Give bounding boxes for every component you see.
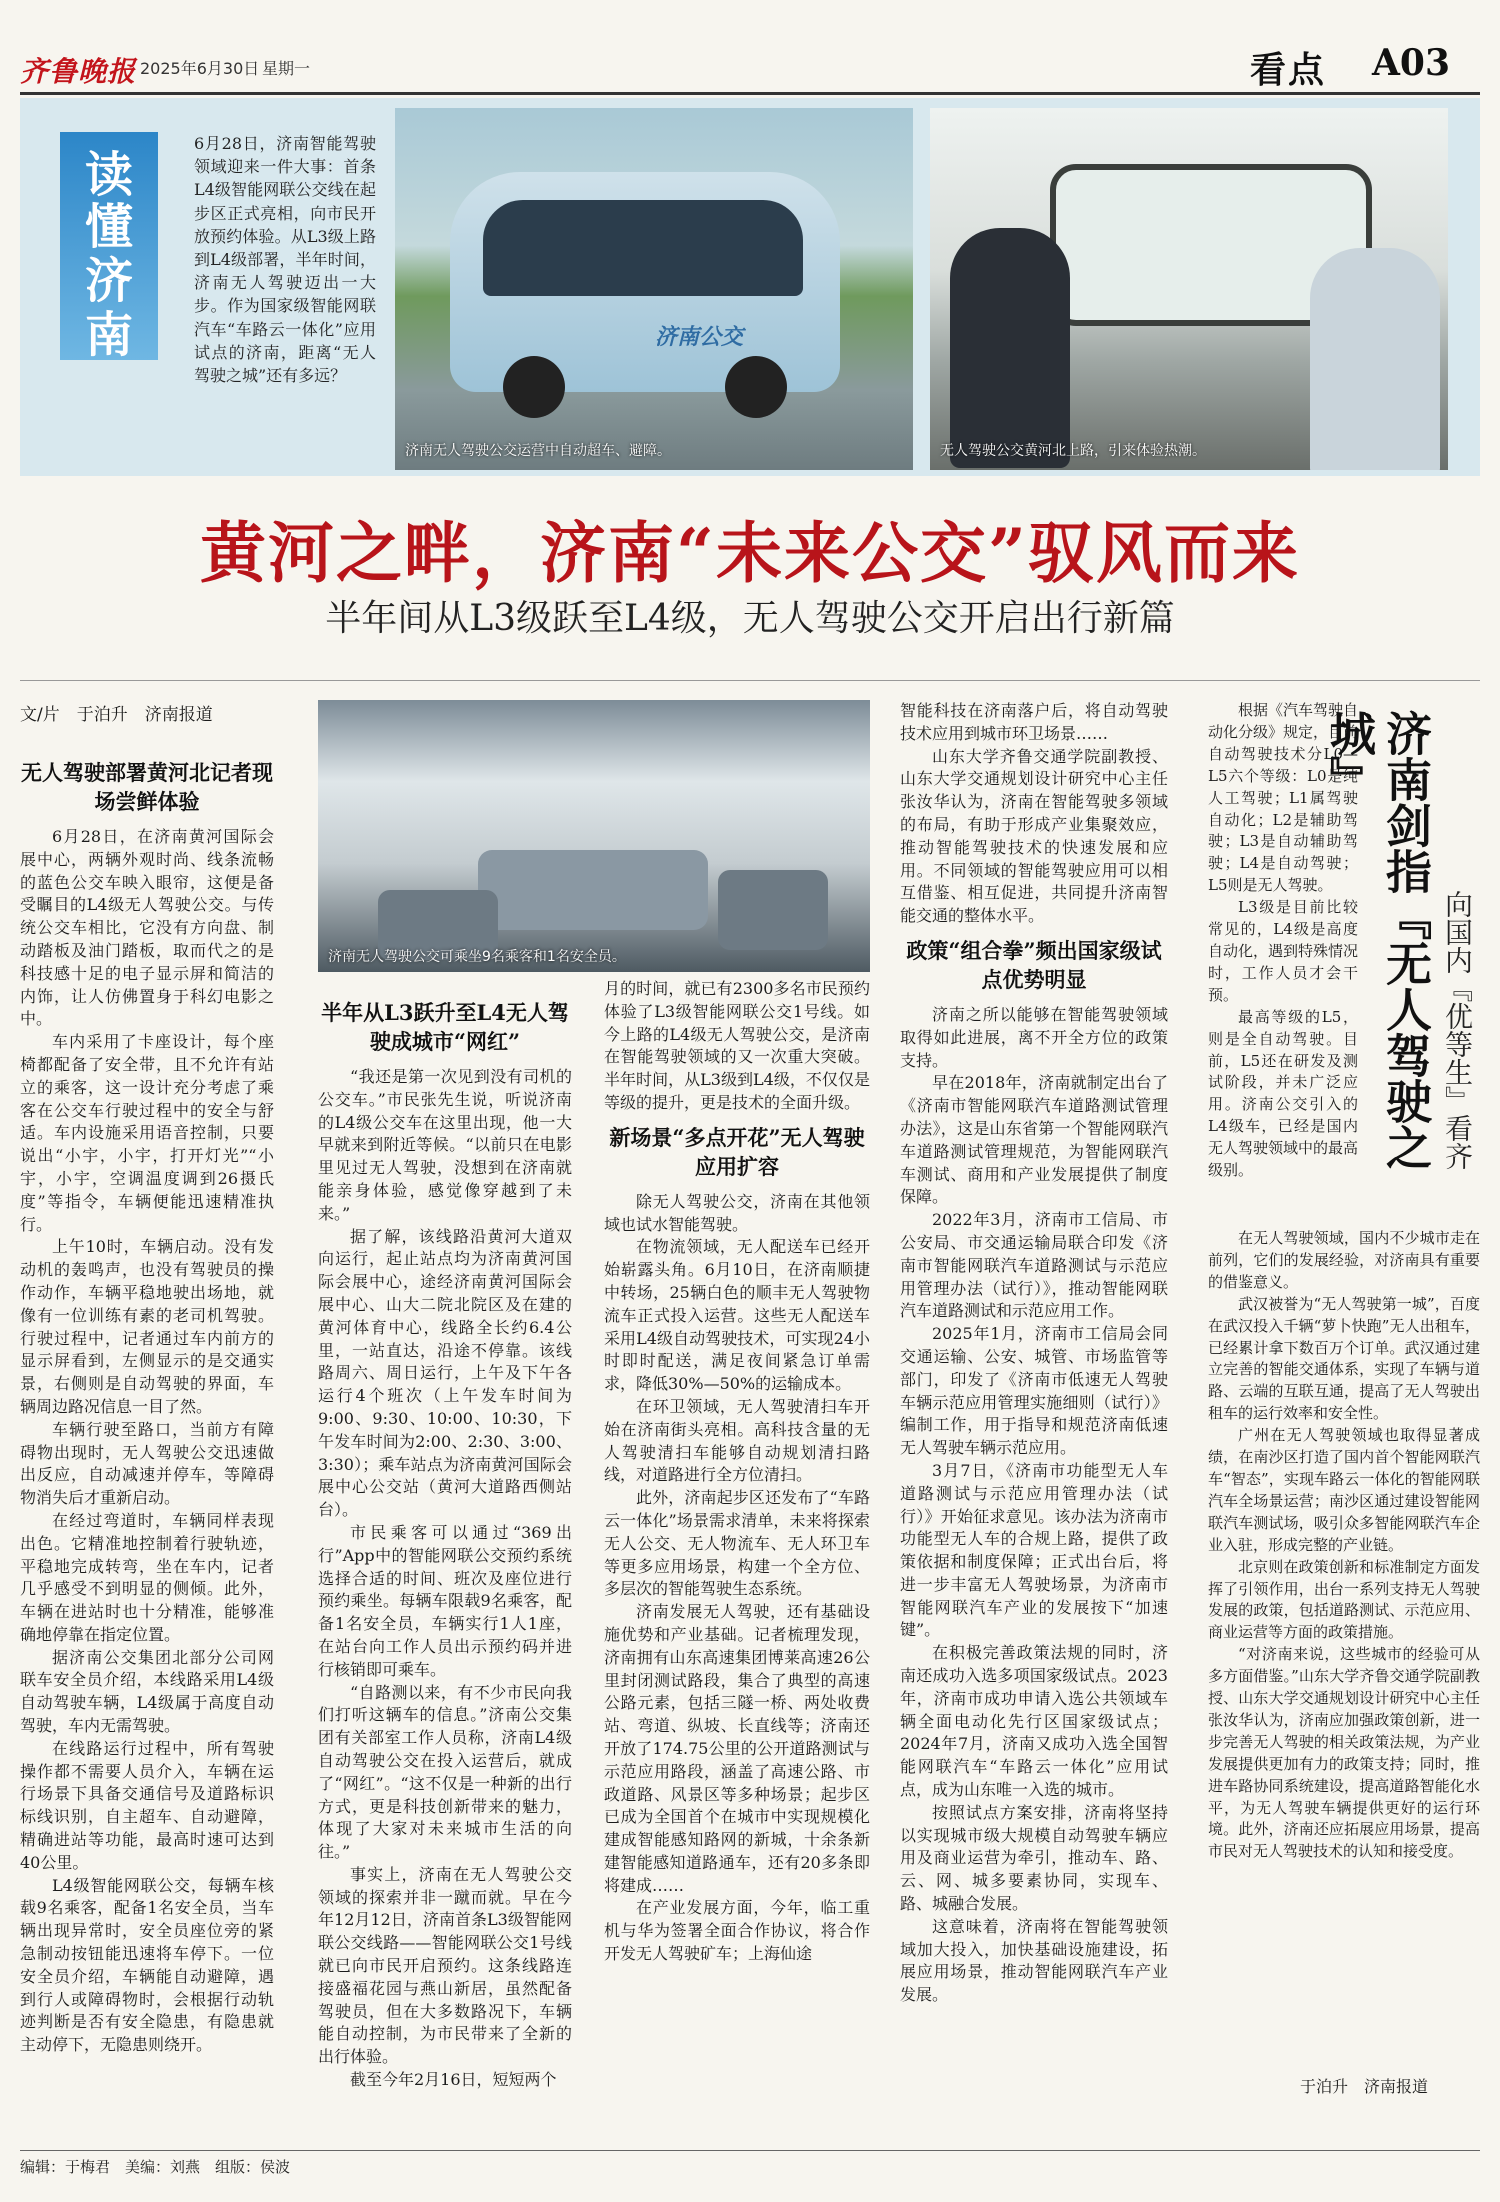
photo-caption: 济南无人驾驶公交运营中自动超车、避障。 — [405, 443, 671, 459]
sidebar-signature: 于泊升 济南报道 — [1300, 2077, 1429, 2096]
bus-window — [483, 200, 803, 296]
paragraph: 在产业发展方面，今年，临工重机与华为签署全面合作协议，将合作开发无人驾驶矿车；上海仙途 — [604, 1898, 870, 1964]
paragraph: 据了解，该线路沿黄河大道双向运行，起止站点均为济南黄河国际会展中心，途经济南黄河国际会展中心、山大二院北院区及在建的黄河体育中心，线路全长约6.4公里，一站直达，沿途不停靠。该线路周六、周日运行，上午及下午各运行4个班次（上午发车时间为9:00、9:30、10:00、10:30，下午发车时间为2:00、2:30、3:00、3:30）；乘车站点为济南黄河国际会展中心公交站（黄河大道路西侧站台）。 — [318, 1226, 572, 1520]
person-figure — [1310, 248, 1440, 470]
intro-lead: 6月28日，济南智能驾驶领域迎来一件大事：首条L4级智能网联公交线在起步区正式亮相，向市民开放预约体验。从L3级上路到L4级部署，半年时间，济南无人驾驶迈出一大步。作为国家级智能网联汽车“车路云一体化”应用试点的济南，距离“无人驾驶之城”还有多远？ — [194, 134, 376, 386]
paragraph: 最高等级的L5，则是全自动驾驶。目前，L5还在研发及测试阶段，并未广泛应用。济南公交引入的L4级车，已经是国内无人驾驶领域中的最高级别。 — [1208, 1007, 1359, 1180]
column-brand — [60, 132, 158, 363]
bus-wheel — [503, 356, 565, 418]
footer-divider — [20, 2150, 1480, 2151]
paragraph: 2022年3月，济南市工信局、市公安局、市交通运输局联合印发《济南市智能网联汽车道路测试与示范应用管理办法（试行）》，推动智能网联汽车道路测试和示范应用工作。 — [900, 1210, 1168, 1321]
paragraph: 上午10时，车辆启动。没有发动机的轰鸣声，也没有驾驶员的操作动作，车辆平稳地驶出场地，就像有一位训练有素的老司机驾驶。行驶过程中，记者通过车内前方的显示屏看到，左侧显示的是交通实景，右侧则是自动驾驶的界面，车辆周边路况信息一目了然。 — [20, 1237, 274, 1416]
paragraph: 车辆行驶至路口，当前方有障碍物出现时，无人驾驶公交迅速做出反应，自动减速并停车，等障碍物消失后才重新启动。 — [20, 1419, 274, 1508]
paragraph: 智能科技在济南落户后，将自动驾驶技术应用到城市环卫场景…… — [900, 701, 1168, 743]
page-number: A03 — [1372, 42, 1451, 84]
paragraph: 武汉被誉为“无人驾驶第一城”，百度在武汉投入千辆“萝卜快跑”无人出租车，已经累计拿下数百万个订单。武汉通过建立完善的智能交通体系，实现了车辆与道路、云端的互联互通，提高了无人驾驶出租车的运行效率和安全性。 — [1208, 1294, 1480, 1423]
paragraph: 广州在无人驾驶领域也取得显著成绩，在南沙区打造了国内首个智能网联汽车“智态”，实现车路云一体化的智能网联汽车全场景运营；南沙区通过建设智能网联汽车测试场，吸引众多智能网联汽车企业入驻，形成完整的产业链。 — [1208, 1426, 1480, 1554]
bus-interior-photo — [318, 700, 870, 972]
brand-char: 济 — [84, 253, 133, 309]
section-name: 看点 — [1250, 49, 1327, 91]
brand-char: 读 — [84, 147, 133, 203]
paragraph: 3月7日，《济南市功能型无人车道路测试与示范应用管理办法（试行）》开始征求意见。该办法为济南市功能型无人车的合规上路，提供了政策依据和制度保障；正式出台后，将进一步丰富无人驾驶场景，为济南市智能网联汽车产业的发展按下“加速键”。 — [900, 1460, 1168, 1640]
paragraph: 事实上，济南在无人驾驶公交领域的探索并非一蹴而就。早在今年12月12日，济南首条L3级智能网联公交线路——智能网联公交1号线就已向市民开启预约。这条线路连接盛福花园与燕山新居，虽然配备驾驶员，但在大多数路况下，车辆能自动控制，为市民带来了全新的出行体验。 — [318, 1864, 572, 2067]
passenger-photo — [930, 108, 1448, 470]
paragraph: 截至今年2月16日，短短两个 — [350, 2070, 557, 2090]
paragraph: 除无人驾驶公交，济南在其他领域也试水智能驾驶。 — [604, 1191, 870, 1234]
sidebar-title: 济南剑指『无人驾驶之城』 — [1323, 710, 1433, 1170]
issue-date: 2025年6月30日 — [140, 59, 260, 78]
paragraph: L3级是目前比较常见的，L4级是高度自动化，遇到特殊情况时，工作人员才会干预。 — [1208, 898, 1359, 1004]
paragraph: 济南发展无人驾驶，还有基础设施优势和产业基础。记者梳理发现，济南拥有山东高速集团博莱高速26公里封闭测试路段，集合了典型的高速公路元素，包括三隧一桥、两处收费站、弯道、纵坡、长直线等；济南还开放了174.75公里的公开道路测试与示范应用路段，涵盖了高速公路、市政道路、风景区等多种场景；起步区已成为全国首个在城市中实现规模化建成智能感知路网的新城，十余条新建智能感知道路通车，还有20多条即将建成…… — [604, 1602, 870, 1895]
paragraph: 市民乘客可以通过“369出行”App中的智能网联公交预约系统选择合适的时间、班次及座位进行预约乘坐。每辆车限载9名乘客，配备1名安全员，车辆实行1人1座，在站台向工作人员出示预约码并进行核销即可乘车。 — [318, 1522, 572, 1679]
photo-caption: 济南无人驾驶公交可乘坐9名乘客和1名安全员。 — [328, 949, 626, 965]
paragraph: 此外，济南起步区还发布了“车路云一体化”场景需求清单，未来将探索无人公交、无人物流车、无人环卫车等更多应用场景，构建一个全方位、多层次的智能驾驶生态系统。 — [604, 1488, 870, 1599]
section-heading: 新场景“多点开花”无人驾驶应用扩容 — [609, 1124, 865, 1179]
paragraph: 北京则在政策创新和标准制定方面发挥了引领作用，出台一系列支持无人驾驶发展的政策，包括道路测试、示范应用、商业运营等方面的政策措施。 — [1208, 1557, 1480, 1642]
paragraph: 在物流领域，无人配送车已经开始崭露头角。6月10日，在济南顺捷中转场，25辆白色的顺丰无人驾驶物流车正式投入运营。这些无人配送车采用L4级自动驾驶技术，可实现24小时即时配送，满足夜间紧急订单需求，降低30%—50%的运输成本。 — [604, 1237, 870, 1394]
article-column-3 — [604, 978, 870, 1966]
headline-divider — [20, 680, 1480, 681]
brand-char: 懂 — [84, 199, 133, 255]
seat-shape — [718, 870, 828, 950]
paragraph: 按照试点方案安排，济南将坚持以实现城市级大规模自动驾驶车辆应用及商业运营为牵引，推动车、路、云、网、城多要素协同，实现车、路、城融合发展。 — [900, 1802, 1168, 1914]
main-headline: 黄河之畔，济南“未来公交”驭风而来 — [200, 514, 1300, 592]
byline: 文/片 于泊升 济南报道 — [20, 705, 213, 725]
paragraph: 在环卫领域，无人驾驶清扫车开始在济南街头亮相。高科技含量的无人驾驶清扫车能够自动规划清扫路线，对道路进行全方位清扫。 — [604, 1396, 870, 1485]
sub-headline: 半年间从L3级跃至L4级，无人驾驶公交开启出行新篇 — [325, 598, 1175, 639]
paragraph: 据济南公交集团北部分公司网联车安全员介绍，本线路采用L4级自动驾驶车辆，L4级属于高度自动驾驶，车内无需驾驶。 — [20, 1647, 274, 1736]
section-heading: 政策“组合拳”频出国家级试点优势明显 — [906, 937, 1162, 992]
brand-char: 南 — [84, 307, 133, 363]
seat-shape — [478, 850, 708, 930]
paragraph: 这意味着，济南将在智能驾驶领域加大投入，加快基础设施建设，拓展应用场景，推动智能网联汽车产业发展。 — [900, 1916, 1168, 2005]
sidebar-column-bottom — [1208, 1228, 1480, 1863]
issue-weekday: 星期一 — [262, 59, 311, 78]
bus-livery-text: 济南公交 — [655, 324, 744, 350]
paragraph: “对济南来说，这些城市的经验可从多方面借鉴。”山东大学齐鲁交通学院副教授、山东大学交通规划设计研究中心主任张汝华认为，济南应加强政策创新，进一步完善无人驾驶的相关政策法规，为产业发展提供更加有力的政策支持；同时，推进车路协同系统建设，提高道路智能化水平，为无人驾驶车辆提供更好的运行环境。此外，济南还应拓展应用场景，提高市民对无人驾驶技术的认知和接受度。 — [1208, 1645, 1480, 1861]
paragraph: 2025年1月，济南市工信局会同交通运输、公安、城管、市场监管等部门，印发了《济南市低速无人驾驶车辆示范应用管理实施细则（试行）》编制工作，用于指导和规范济南低速无人驾驶车辆示范应用。 — [900, 1324, 1168, 1458]
paragraph: 山东大学齐鲁交通学院副教授、山东大学交通规划设计研究中心主任张汝华认为，济南在智能驾驶多领域的布局，有助于形成产业集聚效应，推动智能驾驶技术的快速发展和应用。不同领域的智能驾驶应用可以相互借鉴、相互促进，共同提升济南智能交通的整体水平。 — [900, 746, 1168, 926]
paragraph: 济南之所以能够在智能驾驶领域取得如此进展，离不开全方位的政策支持。 — [900, 1004, 1168, 1070]
bus-wheel — [725, 356, 787, 418]
paragraph: L4级智能网联公交，每辆车核载9名乘客，配备1名安全员，当车辆出现异常时，安全员座位旁的紧急制动按钮能迅速将车停下。一位安全员介绍，车辆能自动避障，遇到行人或障碍物时，会根据行动轨迹判断是否有安全隐患，有隐患就主动停下，无隐患则绕开。 — [20, 1875, 274, 2055]
paragraph: 车内采用了卡座设计，每个座椅都配备了安全带，且不允许有站立的乘客，这一设计充分考虑了乘客在公交车行驶过程中的安全与舒适。车内设施采用语音控制，只要说出“小宇，小宇，打开灯光”“小宇，小宇，空调温度调到26摄氏度”等指令，车辆便能迅速精准执行。 — [20, 1032, 274, 1234]
paragraph: 月的时间，就已有2300多名市民预约体验了L3级智能网联公交1号线。如今上路的L4级无人驾驶公交，是济南在智能驾驶领域的又一次重大突破。半年时间，从L3级到L4级，不仅仅是等级的提升，更是技术的全面升级。 — [604, 979, 870, 1112]
article-column-1 — [20, 750, 274, 2057]
paragraph: 在无人驾驶领域，国内不少城市走在前列，它们的发展经验，对济南具有重要的借鉴意义。 — [1208, 1229, 1480, 1291]
sidebar-title-block — [1323, 700, 1480, 1220]
person-figure — [950, 228, 1070, 468]
paragraph: “我还是第一次见到没有司机的公交车。”市民张先生说，听说济南的L4级公交车在这里出现，他一大早就来到附近等候。“以前只在电影里见过无人驾驶，没想到在济南就能亲身体验，感觉像穿越到了未来。” — [318, 1067, 572, 1223]
article-column-4 — [900, 700, 1168, 2007]
paragraph: 在经过弯道时，车辆同样表现出色。它精准地控制着行驶轨迹，平稳地完成转弯，坐在车内，记者几乎感受不到明显的侧倾。此外，车辆在进站时也十分精准，能够准确地停靠在指定位置。 — [20, 1510, 274, 1644]
newspaper-logo: 齐鲁晚报 — [20, 55, 137, 88]
paragraph: “自路测以来，有不少市民向我们打听这辆车的信息。”济南公交集团有关部室工作人员称，济南L4级自动驾驶公交在投入运营后，就成了“网红”。“这不仅是一种新的出行方式，更是科技创新带来的魅力，体现了大家对未来城市生活的向往。” — [318, 1682, 572, 1862]
editor-credits: 编辑：于梅君 美编：刘燕 组版：侯波 — [20, 2158, 291, 2176]
paragraph: 在积极完善政策法规的同时，济南还成功入选多项国家级试点。2023年，济南市成功申请入选公共领域车辆全面电动化先行区国家级试点；2024年7月，济南又成功入选全国智能网联汽车“车路云一体化”应用试点，成为山东唯一入选的城市。 — [900, 1643, 1168, 1800]
paragraph: 根据《汽车驾驶自动化分级》规定，目前自动驾驶技术分L0—L5六个等级：L0是纯人工驾驶；L1属驾驶自动化；L2是辅助驾驶；L3是自动辅助驾驶；L4是自动驾驶；L5则是无人驾驶。 — [1208, 701, 1359, 895]
header-divider — [20, 92, 1480, 95]
paragraph: 早在2018年，济南就制定出台了《济南市智能网联汽车道路测试管理办法》，这是山东省第一个智能网联汽车道路测试管理规范，为智能网联汽车测试、商用和产业发展提供了制度保障。 — [900, 1073, 1168, 1207]
paragraph: 6月28日，在济南黄河国际会展中心，两辆外观时尚、线条流畅的蓝色公交车映入眼帘，这便是备受瞩目的L4级无人驾驶公交。与传统公交车相比，它没有方向盘、制动踏板及油门踏板，取而代之的是科技感十足的电子显示屏和简洁的内饰，让人仿佛置身于科幻电影之中。 — [20, 827, 274, 1029]
photo-caption: 无人驾驶公交黄河北上路，引来体验热潮。 — [940, 443, 1206, 459]
paragraph: 在线路运行过程中，所有驾驶操作都不需要人员介入，车辆在运行场景下具备交通信号及道路标识标线识别，自主超车、自动避障，精确进站等功能，最高时速可达到40公里。 — [20, 1738, 274, 1872]
section-heading: 无人驾驶部署黄河北记者现场尝鲜体验 — [21, 760, 273, 814]
article-column-2 — [318, 990, 572, 2092]
bus-photo — [395, 108, 913, 470]
section-heading: 半年从L3跃升至L4无人驾驶成城市“网红” — [321, 1000, 569, 1054]
sidebar-subtitle: 向国内『优等生』看齐 — [1441, 890, 1474, 1170]
